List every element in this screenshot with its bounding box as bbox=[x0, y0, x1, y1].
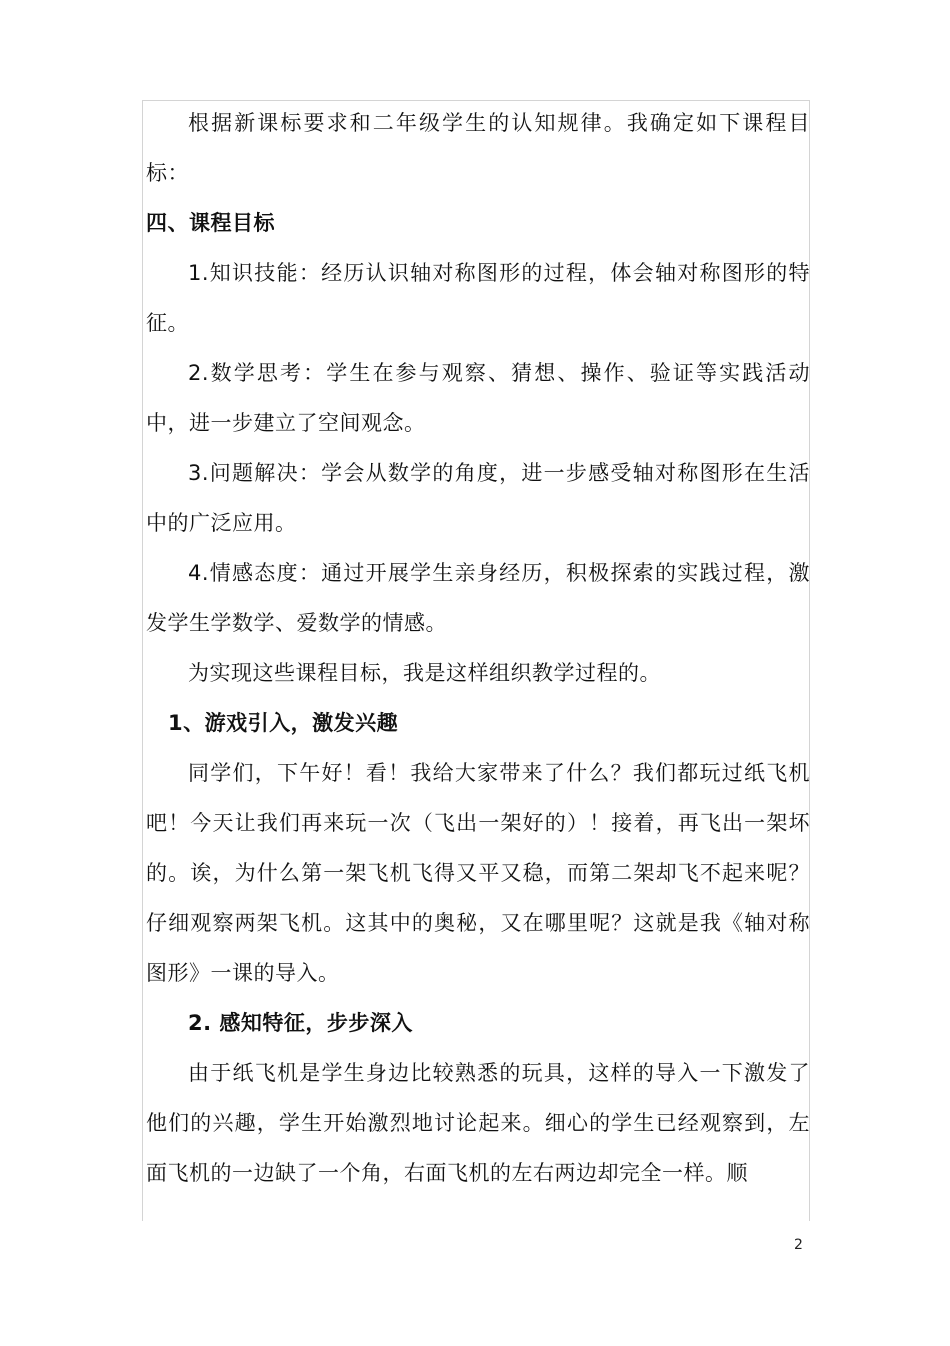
paragraph-goal-attitude: 4.情感态度：通过开展学生亲身经历，积极探索的实践过程，激发学生学数学、爱数学的情感。 bbox=[146, 561, 810, 635]
section-heading-course-goals: 四、课程目标 bbox=[146, 211, 275, 235]
paragraph-goal-problem-solving: 3.问题解决：学会从数学的角度，进一步感受轴对称图形在生活中的广泛应用。 bbox=[146, 461, 810, 535]
paragraph-transition: 为实现这些课程目标，我是这样组织教学过程的。 bbox=[188, 661, 661, 685]
paragraph-goal-math-thinking: 2.数学思考：学生在参与观察、猜想、操作、验证等实践活动中，进一步建立了空间观念。 bbox=[146, 361, 810, 435]
document-body bbox=[146, 98, 810, 1198]
section-heading-perceive-features: 2. 感知特征，步步深入 bbox=[188, 1011, 413, 1035]
paragraph-game-intro: 同学们，下午好！看！我给大家带来了什么？我们都玩过纸飞机吧！今天让我们再来玩一次（飞出一架好的）！接着，再飞出一架坏的。诶，为什么第一架飞机飞得又平又稳，而第二架却飞不起来呢？仔细观察两架飞机。这其中的奥秘，又在哪里呢？这就是我《轴对称图形》一课的导入。 bbox=[146, 761, 810, 985]
paragraph-intro: 根据新课标要求和二年级学生的认知规律。我确定如下课程目标： bbox=[146, 111, 810, 185]
section-heading-game-intro: 1、游戏引入，激发兴趣 bbox=[168, 711, 399, 735]
paragraph-perceive-features: 由于纸飞机是学生身边比较熟悉的玩具，这样的导入一下激发了他们的兴趣，学生开始激烈地讨论起来。细心的学生已经观察到，左面飞机的一边缺了一个角，右面飞机的左右两边却完全一样。顺 bbox=[146, 1061, 810, 1185]
page-number: 2 bbox=[794, 1237, 803, 1253]
paragraph-goal-knowledge: 1.知识技能：经历认识轴对称图形的过程，体会轴对称图形的特征。 bbox=[146, 261, 810, 335]
